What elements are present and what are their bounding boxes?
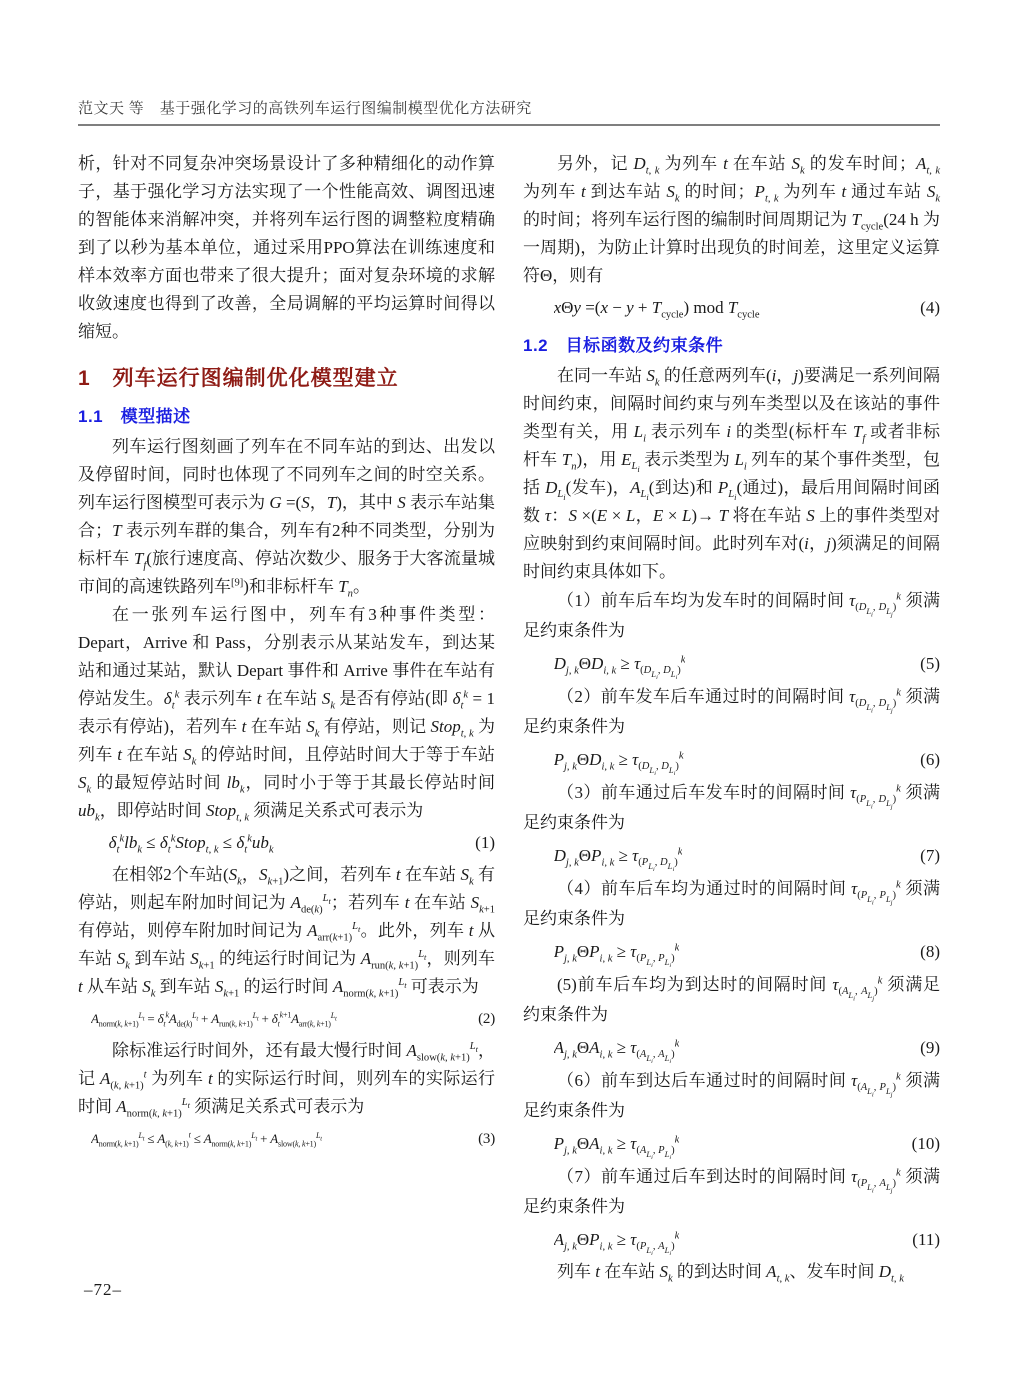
subsection-1-2-heading: 1.2 目标函数及约束条件: [523, 336, 724, 355]
paragraph-model-description: 列车运行图刻画了列车在不同车站的到达、出发以及停留时间，同时也体现了不同列车之间的时空关系。列车运行图模型可表示为 G =(S，T)，其中 S 表示车站集合；T 表示列车群的集合，列车有2种不同类型，分别为标杆车 $T_f$(旅行速度高、停站次数少、服务于大客流量城市间的高速铁路列车[9])和非标杆车 $T_n$。: [78, 437, 496, 600]
equation-9: [523, 1033, 940, 1063]
equation-number: (11): [912, 1230, 940, 1249]
equation-number: (6): [920, 750, 940, 769]
equation-8: [523, 937, 940, 967]
page-number: –72–: [84, 1280, 122, 1299]
equation-number: (2): [478, 1011, 495, 1027]
equation-10: [523, 1129, 940, 1159]
equation-5: [523, 649, 940, 679]
equation-formula: $P_{j, k}\Theta A_{i, k} \ge \tau_{(A_{L_i}, P_{L_j})}^k$: [553, 1134, 680, 1159]
equation-formula: $A_{j, k}\Theta A_{i, k} \ge \tau_{(A_{L_i}, A_{L_j})}^k$: [553, 1038, 680, 1063]
equation-7: [523, 841, 940, 871]
equation-formula: $A_{norm(k, k+1)}^{L_t} \le A_{(k, k+1)}^t \le A_{norm(k, k+1)}^{L_t} + A_{slow(k, k+1)}^{L_t}$: [91, 1130, 322, 1149]
right-column: [523, 150, 940, 1286]
equation-formula: $D_{j, k}\Theta D_{i, k} \ge \tau_{(D_{L_i}, D_{L_j})}^k$: [553, 654, 686, 679]
equation-4: [523, 293, 940, 323]
equation-3: [78, 1124, 495, 1154]
subsection-1-1-heading: 1.1 模型描述: [78, 407, 191, 426]
equation-formula: $D_{j, k}\Theta P_{i, k} \ge \tau_{(P_{L_i}, D_{L_j})}^k$: [553, 846, 683, 871]
equation-6: [523, 745, 940, 775]
constraint-item-6: （6）前车到达后车通过时的间隔时间 $\tau_{(A_{L_i}, P_{L_j})}^k$ 须满足约束条件为: [523, 1071, 941, 1120]
equation-number: (10): [911, 1134, 940, 1153]
paragraph-event-types: 在一张列车运行图中，列车有3种事件类型：Depart，Arrive 和 Pass，分别表示从某站发车，到达某站和通过某站，默认 Depart 事件和 Arrive 事件在车站有停站发生。$\delta_t^k$ 表示列车 t 在车站 $S_k$ 是否有停站(即 $\delta_t^k = 1$ 表示有停站)，若列车 t 在车站 $S_k$ 有停站，则记 Stop$_{t, k}$ 为列车 t 在车站 $S_k$ 的停站时间，且停站时间大于等于车站 $S_k$ 的最短停站时间 $lb_k$，同时小于等于其最长停站时间 $ub_k$，即停站时间 Stop$_{t, k}$ 须满足关系式可表示为: [78, 605, 496, 824]
running-header: 范文天 等 基于强化学习的高铁列车运行图编制模型优化方法研究: [78, 101, 532, 117]
equation-formula: $P_{j, k}\Theta P_{i, k} \ge \tau_{(P_{L_i}, P_{L_j})}^k$: [553, 942, 680, 967]
constraint-item-3: （3）前车通过后车发车时的间隔时间 $\tau_{(P_{L_i}, D_{L_j})}^k$ 须满足约束条件为: [523, 783, 941, 832]
header-rule: [78, 124, 940, 126]
equation-number: (9): [920, 1038, 940, 1057]
left-column: [78, 150, 495, 1157]
equation-number: (3): [478, 1131, 495, 1147]
two-column-body: [78, 150, 940, 1286]
equation-2: [78, 1004, 495, 1034]
paragraph-interval-constraints: 在同一车站 $S_k$ 的任意两列车(i，j)要满足一系列间隔时间约束，间隔时间约束与列车类型以及在该站的事件类型有关，用 $L_i$ 表示列车 i 的类型(标杆车 $T_f$ 或者非标杆车 $T_n$)，用 $E_{L_i}$ 表示类型为 $L_i$ 列车的某个事件类型，包括 $D_{L_i}$(发车)，$A_{L_i}$(到达)和 $P_{L_i}$(通过)，最后用间隔时间函数 τ：S ×(E × L，E × L)→ T 将在车站 S 上的事件类型对应映射到约束间隔时间。此时列车对(i，j)须满足的间隔时间约束具体如下。: [523, 366, 941, 581]
equation-11: [523, 1225, 940, 1255]
paragraph-slow-time: 除标准运行时间外，还有最大慢行时间 $A_{slow(k, k+1)}^{L_t}$，记 $A_{(k, k+1)}^t$ 为列车 t 的实际运行时间，则列车的实际运行时间 $A_{norm(k, k+1)}^{L_t}$ 须满足关系式可表示为: [78, 1041, 496, 1120]
constraint-item-7: （7）前车通过后车到达时的间隔时间 $\tau_{(P_{L_i}, A_{L_j})}^k$ 须满足约束条件为: [523, 1167, 941, 1216]
paragraph-continued: 析，针对不同复杂冲突场景设计了多种精细化的动作算子，基于强化学习方法实现了一个性能高效、调图迅速的智能体来消解冲突，并将列车运行图的调整粒度精确到了以秒为基本单位，通过采用PPO算法在训练速度和样本效率方面也带来了很大提升；面对复杂环境的求解收敛速度也得到了改善，全局调解的平均运算时间得以缩短。: [78, 154, 495, 341]
constraint-item-2: （2）前车发车后车通过时的间隔时间 $\tau_{(D_{L_i}, D_{L_j})}^k$ 须满足约束条件为: [523, 687, 941, 736]
equation-number: (7): [920, 846, 940, 865]
equation-1: [78, 828, 495, 858]
section-1-heading: 1 列车运行图编制优化模型建立: [78, 367, 399, 390]
constraint-item-4: （4）前车后车均为通过时的间隔时间 $\tau_{(P_{L_i}, P_{L_j})}^k$ 须满足约束条件为: [523, 879, 941, 928]
constraint-item-5: (5)前车后车均为到达时的间隔时间 $\tau_{(A_{L_i}, A_{L_j})}^k$ 须满足约束条件为: [523, 975, 941, 1024]
equation-number: (5): [920, 654, 940, 673]
constraint-item-1: （1）前车后车均为发车时的间隔时间 $\tau_{(D_{L_i}, D_{L_j})}^k$ 须满足约束条件为: [523, 591, 941, 640]
paragraph-adjacent-stations: 在相邻2个车站($S_k$，$S_{k+1}$)之间，若列车 t 在车站 $S_k$ 有停站，则起车附加时间记为 $A_{de(k)}^{L_t}$；若列车 t 在车站 $S_{k+1}$ 有停站，则停车附加时间记为 $A_{arr(k+1)}^{L_t}$。此外，列车 t 从车站 $S_k$ 到车站 $S_{k+1}$ 的纯运行时间记为 $A_{run(k, k+1)}^{L_t}$，则列车 t 从车站 $S_k$ 到车站 $S_{k+1}$ 的运行时间 $A_{norm(k, k+1)}^{L_t}$ 可表示为: [78, 865, 496, 1000]
equation-number: (1): [475, 833, 495, 852]
paragraph-closing: 列车 t 在车站 $S_k$ 的到达时间 $A_{t, k}$、发车时间 $D_{t, k}$: [557, 1262, 904, 1285]
paragraph-notation: 另外，记 $D_{t, k}$ 为列车 t 在车站 $S_k$ 的发车时间；$A_{t, k}$ 为列车 t 到达车站 $S_k$ 的时间；$P_{t, k}$ 为列车 t 通过车站 $S_k$ 的时间；将列车运行图的编制时间周期记为 $T_{cycle}(24$ h 为一周期)，为防止计算时出现负的时间差，这里定义运算符Θ，则有: [523, 154, 941, 285]
equation-formula: $x\Theta y =(x - y + T_{cycle})$ mod $T_{cycle}$: [553, 298, 760, 321]
equation-formula: $\delta_t^klb_k$ ≤ $\delta_t^kStop_{t, k} \le \delta_t^kub_k$: [108, 833, 274, 856]
equation-formula: $A_{j, k}\Theta P_{i, k} \ge \tau_{(P_{L_i}, A_{L_j})}^k$: [553, 1230, 680, 1255]
equation-number: (8): [920, 942, 940, 961]
equation-formula: $P_{j, k}\Theta D_{i, k} \ge \tau_{(D_{L_i}, D_{L_j})}^k$: [553, 750, 684, 775]
equation-formula: $A_{norm(k, k+1)}^{L_t} = \delta_t^kA_{de(k)}^{L_t} + A_{run(k, k+1)}^{L_t} + \delta_t^{k+1}A_{arr(k, k+1)}^{L_t}$: [91, 1010, 337, 1029]
equation-number: (4): [920, 298, 940, 317]
